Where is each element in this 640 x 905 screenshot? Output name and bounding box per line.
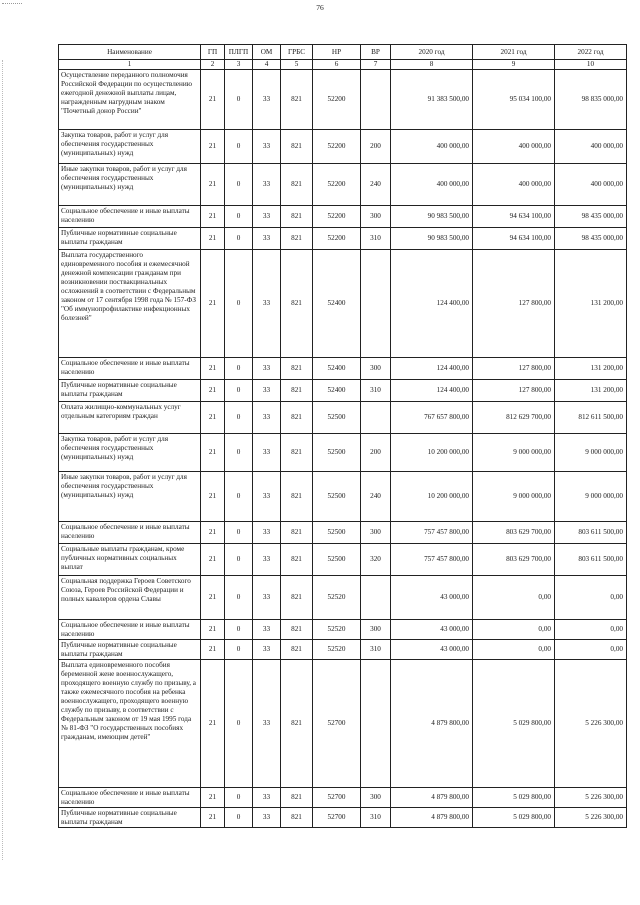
col-header-nr: НР (313, 45, 361, 60)
row-nr: 52400 (313, 250, 361, 358)
col-index: 10 (555, 60, 627, 70)
row-gp: 21 (201, 228, 225, 250)
row-vr: 240 (361, 164, 391, 206)
row-grbs: 821 (281, 660, 313, 788)
row-amount-2020: 10 200 000,00 (391, 472, 473, 522)
row-vr: 310 (361, 640, 391, 660)
row-plgp: 0 (225, 380, 253, 402)
header-row (59, 45, 627, 60)
col-index: 4 (253, 60, 281, 70)
row-amount-2020: 4 879 800,00 (391, 660, 473, 788)
row-amount-2020: 400 000,00 (391, 130, 473, 164)
table-row (59, 620, 627, 640)
table-row (59, 70, 627, 130)
row-grbs: 821 (281, 380, 313, 402)
row-om: 33 (253, 544, 281, 576)
row-nr: 52200 (313, 70, 361, 130)
row-amount-2021: 0,00 (473, 640, 555, 660)
row-gp: 21 (201, 70, 225, 130)
row-name: Осуществление переданного полномочия Российской Федерации по осуществлению ежегодной денежной выплаты лицам, награжденным нагрудным знаком "Почетный донор России" (59, 70, 201, 130)
row-nr: 52500 (313, 522, 361, 544)
row-amount-2021: 812 629 700,00 (473, 402, 555, 434)
col-header-grbs: ГРБС (281, 45, 313, 60)
row-vr: 310 (361, 228, 391, 250)
row-nr: 52500 (313, 544, 361, 576)
row-vr: 200 (361, 434, 391, 472)
row-amount-2021: 95 034 100,00 (473, 70, 555, 130)
row-plgp: 0 (225, 660, 253, 788)
row-amount-2020: 124 400,00 (391, 250, 473, 358)
row-plgp: 0 (225, 472, 253, 522)
row-amount-2020: 757 457 800,00 (391, 522, 473, 544)
row-amount-2022: 0,00 (555, 576, 627, 620)
row-name: Закупка товаров, работ и услуг для обеспечения государственных (муниципальных) нужд (59, 130, 201, 164)
row-amount-2022: 131 200,00 (555, 380, 627, 402)
row-plgp: 0 (225, 640, 253, 660)
row-name: Социальное обеспечение и иные выплаты населению (59, 620, 201, 640)
row-gp: 21 (201, 808, 225, 828)
row-grbs: 821 (281, 228, 313, 250)
row-nr: 52200 (313, 164, 361, 206)
table-row (59, 544, 627, 576)
row-plgp: 0 (225, 402, 253, 434)
row-plgp: 0 (225, 70, 253, 130)
row-plgp: 0 (225, 522, 253, 544)
row-name: Закупка товаров, работ и услуг для обеспечения государственных (муниципальных) нужд (59, 434, 201, 472)
row-gp: 21 (201, 660, 225, 788)
row-amount-2022: 98 435 000,00 (555, 206, 627, 228)
col-index: 6 (313, 60, 361, 70)
row-name: Социальные выплаты гражданам, кроме публичных нормативных социальных выплат (59, 544, 201, 576)
row-plgp: 0 (225, 788, 253, 808)
col-index: 5 (281, 60, 313, 70)
row-plgp: 0 (225, 164, 253, 206)
row-amount-2020: 43 000,00 (391, 640, 473, 660)
row-nr: 52400 (313, 380, 361, 402)
row-amount-2022: 9 000 000,00 (555, 472, 627, 522)
row-amount-2021: 400 000,00 (473, 130, 555, 164)
row-om: 33 (253, 434, 281, 472)
row-amount-2022: 9 000 000,00 (555, 434, 627, 472)
row-grbs: 821 (281, 522, 313, 544)
row-om: 33 (253, 620, 281, 640)
row-amount-2022: 98 435 000,00 (555, 228, 627, 250)
col-header-plgp: ПЛГП (225, 45, 253, 60)
col-header-2020: 2020 год (391, 45, 473, 60)
row-gp: 21 (201, 576, 225, 620)
row-nr: 52700 (313, 788, 361, 808)
row-grbs: 821 (281, 130, 313, 164)
row-gp: 21 (201, 788, 225, 808)
row-gp: 21 (201, 380, 225, 402)
row-gp: 21 (201, 472, 225, 522)
row-plgp: 0 (225, 206, 253, 228)
col-header-2022: 2022 год (555, 45, 627, 60)
row-om: 33 (253, 70, 281, 130)
row-vr: 300 (361, 620, 391, 640)
row-vr: 240 (361, 472, 391, 522)
table-row (59, 380, 627, 402)
row-nr: 52520 (313, 576, 361, 620)
row-amount-2022: 98 835 000,00 (555, 70, 627, 130)
row-amount-2020: 124 400,00 (391, 380, 473, 402)
col-header-vr: ВР (361, 45, 391, 60)
col-index: 8 (391, 60, 473, 70)
row-grbs: 821 (281, 358, 313, 380)
row-amount-2020: 4 879 800,00 (391, 788, 473, 808)
row-amount-2022: 131 200,00 (555, 250, 627, 358)
row-name: Социальное обеспечение и иные выплаты населению (59, 206, 201, 228)
row-name: Публичные нормативные социальные выплаты гражданам (59, 380, 201, 402)
col-header-name: Наименование (59, 45, 201, 60)
table-row (59, 808, 627, 828)
table-row (59, 434, 627, 472)
row-grbs: 821 (281, 640, 313, 660)
row-plgp: 0 (225, 620, 253, 640)
row-amount-2022: 400 000,00 (555, 130, 627, 164)
row-vr (361, 70, 391, 130)
row-name: Выплата государственного единовременного пособия и ежемесячной денежной компенсации гражданам при возникновении поствакцинальных осложнений в соответствии с Федеральным законом от 17 сентября 1998 года № 157-ФЗ "Об иммунопрофилактике инфекционных болезней" (59, 250, 201, 358)
row-amount-2021: 400 000,00 (473, 164, 555, 206)
row-gp: 21 (201, 358, 225, 380)
row-gp: 21 (201, 130, 225, 164)
table-row (59, 206, 627, 228)
row-nr: 52200 (313, 228, 361, 250)
row-name: Социальная поддержка Героев Советского Союза, Героев Российской Федерации и полных кавалеров ордена Славы (59, 576, 201, 620)
row-om: 33 (253, 206, 281, 228)
row-amount-2021: 94 634 100,00 (473, 206, 555, 228)
col-header-om: ОМ (253, 45, 281, 60)
row-amount-2022: 803 611 500,00 (555, 544, 627, 576)
row-amount-2022: 5 226 300,00 (555, 788, 627, 808)
row-amount-2022: 812 611 500,00 (555, 402, 627, 434)
row-vr: 300 (361, 522, 391, 544)
row-amount-2022: 400 000,00 (555, 164, 627, 206)
row-amount-2022: 5 226 300,00 (555, 808, 627, 828)
row-om: 33 (253, 788, 281, 808)
col-index: 3 (225, 60, 253, 70)
row-amount-2021: 803 629 700,00 (473, 522, 555, 544)
table-row (59, 660, 627, 788)
scan-margin-dots (2, 60, 13, 860)
table-row (59, 130, 627, 164)
table-row (59, 576, 627, 620)
row-plgp: 0 (225, 808, 253, 828)
page-number: 76 (316, 3, 324, 12)
row-om: 33 (253, 130, 281, 164)
row-amount-2021: 5 029 800,00 (473, 660, 555, 788)
row-name: Оплата жилищно-коммунальных услуг отдельным категориям граждан (59, 402, 201, 434)
row-grbs: 821 (281, 544, 313, 576)
row-amount-2020: 757 457 800,00 (391, 544, 473, 576)
row-amount-2021: 0,00 (473, 576, 555, 620)
row-amount-2020: 90 983 500,00 (391, 228, 473, 250)
row-name: Социальное обеспечение и иные выплаты населению (59, 788, 201, 808)
row-name: Социальное обеспечение и иные выплаты населению (59, 358, 201, 380)
row-om: 33 (253, 250, 281, 358)
row-amount-2021: 9 000 000,00 (473, 434, 555, 472)
row-vr (361, 660, 391, 788)
row-grbs: 821 (281, 70, 313, 130)
row-om: 33 (253, 164, 281, 206)
row-nr: 52520 (313, 620, 361, 640)
row-name: Публичные нормативные социальные выплаты гражданам (59, 228, 201, 250)
row-plgp: 0 (225, 544, 253, 576)
table-row (59, 788, 627, 808)
budget-table (58, 44, 627, 828)
row-om: 33 (253, 640, 281, 660)
row-amount-2021: 94 634 100,00 (473, 228, 555, 250)
col-header-2021: 2021 год (473, 45, 555, 60)
row-om: 33 (253, 522, 281, 544)
row-gp: 21 (201, 640, 225, 660)
row-plgp: 0 (225, 250, 253, 358)
row-vr (361, 402, 391, 434)
row-amount-2020: 43 000,00 (391, 620, 473, 640)
row-amount-2021: 5 029 800,00 (473, 788, 555, 808)
row-nr: 52500 (313, 434, 361, 472)
row-nr: 52500 (313, 472, 361, 522)
row-name: Иные закупки товаров, работ и услуг для обеспечения государственных (муниципальных) нужд (59, 472, 201, 522)
row-amount-2020: 767 657 800,00 (391, 402, 473, 434)
row-amount-2022: 5 226 300,00 (555, 660, 627, 788)
row-amount-2021: 127 800,00 (473, 250, 555, 358)
row-om: 33 (253, 472, 281, 522)
row-vr: 300 (361, 206, 391, 228)
row-plgp: 0 (225, 576, 253, 620)
table-body (59, 70, 627, 828)
col-index: 7 (361, 60, 391, 70)
row-om: 33 (253, 576, 281, 620)
table-row (59, 522, 627, 544)
row-grbs: 821 (281, 402, 313, 434)
row-grbs: 821 (281, 434, 313, 472)
row-vr: 200 (361, 130, 391, 164)
row-nr: 52200 (313, 130, 361, 164)
table-row (59, 358, 627, 380)
col-header-gp: ГП (201, 45, 225, 60)
table-row (59, 164, 627, 206)
row-amount-2020: 43 000,00 (391, 576, 473, 620)
row-name: Публичные нормативные социальные выплаты гражданам (59, 640, 201, 660)
row-vr: 310 (361, 808, 391, 828)
row-gp: 21 (201, 544, 225, 576)
column-index-row (59, 60, 627, 70)
row-grbs: 821 (281, 472, 313, 522)
row-om: 33 (253, 660, 281, 788)
row-amount-2022: 0,00 (555, 640, 627, 660)
row-plgp: 0 (225, 228, 253, 250)
row-gp: 21 (201, 402, 225, 434)
row-amount-2021: 9 000 000,00 (473, 472, 555, 522)
row-plgp: 0 (225, 130, 253, 164)
row-amount-2020: 90 983 500,00 (391, 206, 473, 228)
row-vr (361, 576, 391, 620)
col-index: 2 (201, 60, 225, 70)
row-gp: 21 (201, 434, 225, 472)
row-grbs: 821 (281, 808, 313, 828)
row-amount-2020: 124 400,00 (391, 358, 473, 380)
table-row (59, 228, 627, 250)
row-amount-2020: 400 000,00 (391, 164, 473, 206)
row-grbs: 821 (281, 576, 313, 620)
row-vr: 310 (361, 380, 391, 402)
row-grbs: 821 (281, 164, 313, 206)
row-gp: 21 (201, 164, 225, 206)
row-nr: 52700 (313, 660, 361, 788)
row-amount-2021: 127 800,00 (473, 380, 555, 402)
row-name: Социальное обеспечение и иные выплаты населению (59, 522, 201, 544)
row-amount-2021: 0,00 (473, 620, 555, 640)
row-nr: 52500 (313, 402, 361, 434)
row-om: 33 (253, 358, 281, 380)
row-gp: 21 (201, 620, 225, 640)
row-om: 33 (253, 402, 281, 434)
row-amount-2021: 803 629 700,00 (473, 544, 555, 576)
row-name: Иные закупки товаров, работ и услуг для обеспечения государственных (муниципальных) нужд (59, 164, 201, 206)
row-nr: 52520 (313, 640, 361, 660)
row-gp: 21 (201, 250, 225, 358)
row-name: Публичные нормативные социальные выплаты гражданам (59, 808, 201, 828)
row-grbs: 821 (281, 620, 313, 640)
row-grbs: 821 (281, 250, 313, 358)
row-om: 33 (253, 808, 281, 828)
row-amount-2020: 91 383 500,00 (391, 70, 473, 130)
row-vr (361, 250, 391, 358)
row-grbs: 821 (281, 788, 313, 808)
row-name: Выплата единовременного пособия беременной жене военнослужащего, проходящего военную службу по призыву, а также ежемесячного пособия на ребенка военнослужащего, проходящего военную службу по призыву, в соответствии с Федеральным законом от 19 мая 1995 года № 81-ФЗ "О государственных пособиях гражданам, имеющим детей" (59, 660, 201, 788)
row-plgp: 0 (225, 434, 253, 472)
row-gp: 21 (201, 206, 225, 228)
row-vr: 320 (361, 544, 391, 576)
row-amount-2020: 10 200 000,00 (391, 434, 473, 472)
table-row (59, 640, 627, 660)
row-amount-2020: 4 879 800,00 (391, 808, 473, 828)
row-nr: 52200 (313, 206, 361, 228)
row-amount-2022: 0,00 (555, 620, 627, 640)
row-vr: 300 (361, 358, 391, 380)
table-row (59, 472, 627, 522)
row-amount-2022: 803 611 500,00 (555, 522, 627, 544)
table-row (59, 250, 627, 358)
row-grbs: 821 (281, 206, 313, 228)
row-nr: 52400 (313, 358, 361, 380)
row-amount-2021: 5 029 800,00 (473, 808, 555, 828)
row-gp: 21 (201, 522, 225, 544)
row-om: 33 (253, 380, 281, 402)
row-plgp: 0 (225, 358, 253, 380)
row-amount-2021: 127 800,00 (473, 358, 555, 380)
col-index: 9 (473, 60, 555, 70)
row-vr: 300 (361, 788, 391, 808)
col-index: 1 (59, 60, 201, 70)
row-om: 33 (253, 228, 281, 250)
table-row (59, 402, 627, 434)
row-amount-2022: 131 200,00 (555, 358, 627, 380)
row-nr: 52700 (313, 808, 361, 828)
